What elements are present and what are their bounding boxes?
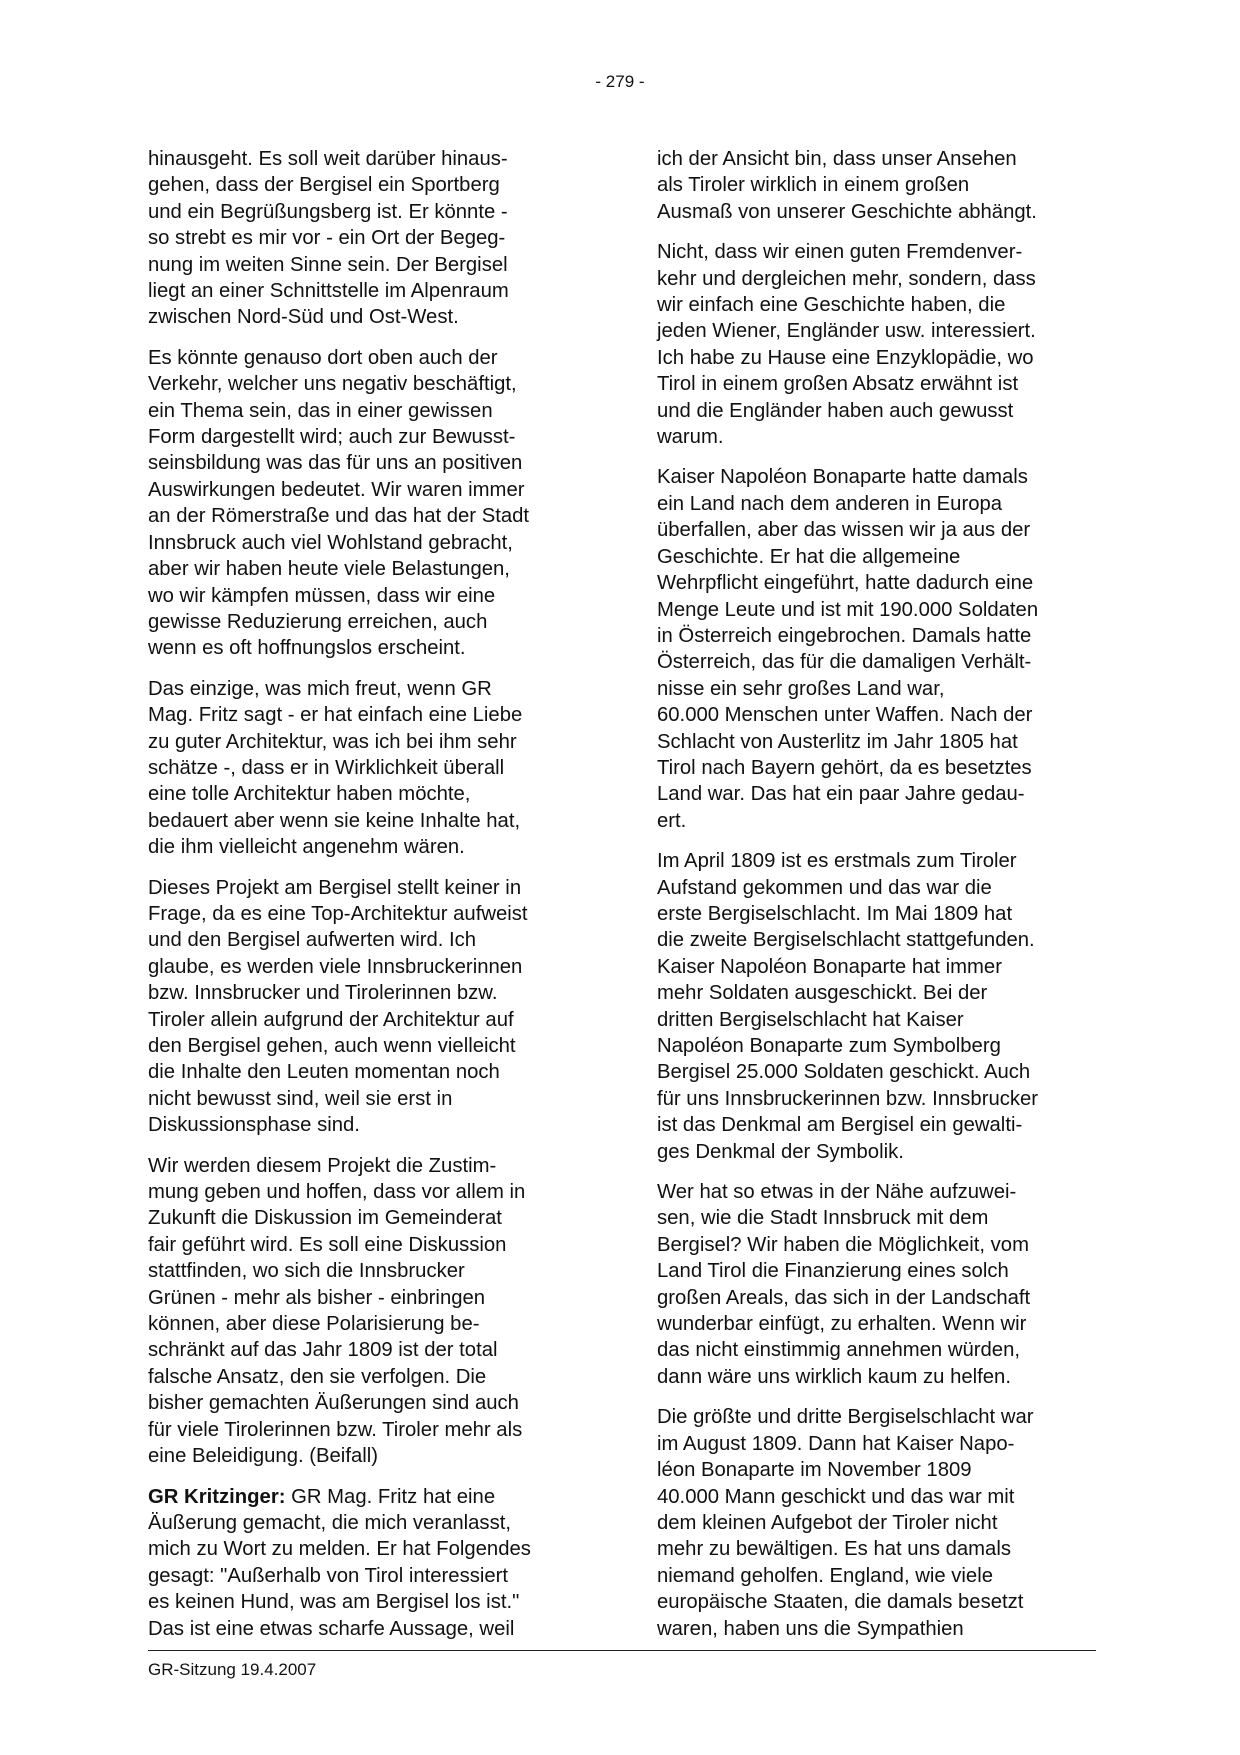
text-line: im August 1809. Dann hat Kaiser Napo- bbox=[657, 1432, 1015, 1455]
text-line: Napoléon Bonaparte zum Symbolberg bbox=[657, 1035, 1001, 1057]
speaker-paragraph bbox=[148, 1484, 570, 1642]
text-line: Im April 1809 ist es erstmals zum Tiroler bbox=[657, 850, 1017, 873]
text-line: Ich habe zu Hause eine Enzyklopädie, wo bbox=[657, 346, 1034, 369]
text-line: Form dargestellt wird; auch zur Bewusst- bbox=[148, 426, 516, 449]
text-line: Österreich, das für die damaligen Verhält- bbox=[657, 651, 1032, 674]
text-line: zwischen Nord-Süd und Ost-West. bbox=[148, 306, 459, 329]
text-line: Aufstand gekommen und das war die bbox=[657, 876, 992, 899]
right-column bbox=[657, 146, 1079, 1656]
text-line: ich der Ansicht bin, dass unser Ansehen bbox=[657, 148, 1017, 170]
text-line: Tirol nach Bayern gehört, da es besetztes bbox=[657, 756, 1032, 779]
text-line: eine Beleidigung. (Beifall) bbox=[148, 1445, 378, 1468]
footer-session-date: GR-Sitzung 19.4.2007 bbox=[148, 1660, 317, 1679]
text-line: Wir werden diesem Projekt die Zustim- bbox=[148, 1154, 497, 1177]
text-line: jeden Wiener, Engländer usw. interessiert. bbox=[657, 320, 1036, 343]
text-line: schränkt auf das Jahr 1809 ist der total bbox=[148, 1339, 498, 1362]
text-line: Bergisel? Wir haben die Möglichkeit, vom bbox=[657, 1233, 1029, 1256]
text-line: erste Bergiselschlacht. Im Mai 1809 hat bbox=[657, 902, 1013, 925]
text-line: wenn es oft hoffnungslos erscheint. bbox=[148, 637, 466, 660]
paragraph bbox=[657, 146, 1079, 225]
text-line: können, aber diese Polarisierung be- bbox=[148, 1313, 480, 1336]
text-line: liegt an einer Schnittstelle im Alpenraum bbox=[148, 280, 509, 303]
text-line: Mag. Fritz sagt - er hat einfach eine Liebe bbox=[148, 704, 523, 727]
text-line: glaube, es werden viele Innsbruckerinnen bbox=[148, 955, 523, 978]
text-line: nisse ein sehr großes Land war, bbox=[657, 677, 945, 700]
text-line: den Bergisel gehen, auch wenn vielleicht bbox=[148, 1035, 516, 1057]
text-line: Äußerung gemacht, die mich veranlasst, bbox=[148, 1511, 511, 1534]
text-line: Menge Leute und ist mit 190.000 Soldaten bbox=[657, 598, 1039, 621]
text-line: Dieses Projekt am Bergisel stellt keiner in bbox=[148, 876, 522, 899]
text-line: Land war. Das hat ein paar Jahre gedau- bbox=[657, 783, 1025, 806]
text-line: Bergisel 25.000 Soldaten geschickt. Auch bbox=[657, 1061, 1031, 1084]
text-line: mehr zu bewältigen. Es hat uns damals bbox=[657, 1538, 1011, 1561]
text-line: hinausgeht. Es soll weit darüber hinaus- bbox=[148, 148, 508, 170]
paragraph bbox=[657, 1179, 1079, 1390]
text-line: eine tolle Architektur haben möchte, bbox=[148, 783, 471, 806]
text-line: Grünen - mehr als bisher - einbringen bbox=[148, 1286, 486, 1309]
text-line: Nicht, dass wir einen guten Fremdenver- bbox=[657, 241, 1023, 264]
text-line: für viele Tirolerinnen bzw. Tiroler mehr als bbox=[148, 1418, 523, 1441]
text-line: kehr und dergleichen mehr, sondern, dass bbox=[657, 267, 1036, 290]
text-line: falsche Ansatz, den sie verfolgen. Die bbox=[148, 1365, 487, 1388]
text-line: Innsbruck auch viel Wohlstand gebracht, bbox=[148, 531, 513, 554]
left-column bbox=[148, 146, 570, 1656]
text-line: Frage, da es eine Top-Architektur aufweist bbox=[148, 902, 528, 925]
paragraph bbox=[148, 875, 570, 1139]
speaker-name: GR Kritzinger: bbox=[148, 1485, 286, 1508]
text-line: Land Tirol die Finanzierung eines solch bbox=[657, 1260, 1009, 1283]
text-line: Zukunft die Diskussion im Gemeinderat bbox=[148, 1207, 502, 1230]
text-line: und die Engländer haben auch gewusst bbox=[657, 399, 1014, 422]
text-line: nung im weiten Sinne sein. Der Bergisel bbox=[148, 253, 508, 276]
text-line: mung geben und hoffen, dass vor allem in bbox=[148, 1181, 526, 1204]
text-line: überfallen, aber das wissen wir ja aus der bbox=[657, 519, 1031, 542]
text-line: aber wir haben heute viele Belastungen, bbox=[148, 558, 510, 581]
text-line: Tiroler allein aufgrund der Architektur auf bbox=[148, 1008, 514, 1031]
text-line: gesagt: "Außerhalb von Tirol interessiert bbox=[148, 1564, 509, 1587]
text-line: bisher gemachten Äußerungen sind auch bbox=[148, 1392, 519, 1415]
text-line: europäische Staaten, die damals besetzt bbox=[657, 1591, 1024, 1614]
text-line: Kaiser Napoléon Bonaparte hatte damals bbox=[657, 466, 1028, 489]
text-line: stattfinden, wo sich die Innsbrucker bbox=[148, 1260, 465, 1283]
text-line: 60.000 Menschen unter Waffen. Nach der bbox=[657, 704, 1033, 727]
paragraph bbox=[657, 848, 1079, 1165]
paragraph bbox=[657, 239, 1079, 450]
text-line: sen, wie die Stadt Innsbruck mit dem bbox=[657, 1207, 989, 1230]
text-line: waren, haben uns die Sympathien bbox=[657, 1617, 964, 1640]
text-line: wo wir kämpfen müssen, dass wir eine bbox=[148, 584, 496, 607]
text-line: die zweite Bergiselschlacht stattgefunden. bbox=[657, 929, 1035, 952]
footer-divider bbox=[148, 1650, 1096, 1651]
text-line: schätze -, dass er in Wirklichkeit überall bbox=[148, 756, 505, 779]
text-line: mich zu Wort zu melden. Er hat Folgendes bbox=[148, 1538, 531, 1561]
text-line: léon Bonaparte im November 1809 bbox=[657, 1459, 972, 1482]
text-line: die ihm vielleicht angenehm wären. bbox=[148, 836, 465, 859]
text-line: Tirol in einem großen Absatz erwähnt ist bbox=[657, 373, 1019, 396]
text-line: für uns Innsbruckerinnen bzw. Innsbrucker bbox=[657, 1087, 1039, 1110]
text-line: es keinen Hund, was am Bergisel los ist." bbox=[148, 1591, 520, 1614]
paragraph bbox=[657, 1404, 1079, 1642]
text-line: als Tiroler wirklich in einem großen bbox=[657, 174, 970, 197]
text-line: Kaiser Napoléon Bonaparte hat immer bbox=[657, 955, 1002, 978]
text-line: nicht bewusst sind, weil sie erst in bbox=[148, 1087, 453, 1110]
speaker-first-line-text: GR Mag. Fritz hat eine bbox=[285, 1485, 496, 1508]
text-line: und den Bergisel aufwerten wird. Ich bbox=[148, 929, 477, 952]
text-line: warum. bbox=[657, 426, 724, 449]
text-line: wunderbar einfügt, zu erhalten. Wenn wir bbox=[657, 1313, 1027, 1336]
text-line: seinsbildung was das für uns an positiven bbox=[148, 452, 523, 475]
text-line: Auswirkungen bedeutet. Wir waren immer bbox=[148, 478, 525, 501]
text-line: dem kleinen Aufgebot der Tiroler nicht bbox=[657, 1511, 998, 1534]
text-line: und ein Begrüßungsberg ist. Er könnte - bbox=[148, 200, 508, 223]
page-number: - 279 - bbox=[595, 72, 645, 91]
text-line: bzw. Innsbrucker und Tirolerinnen bzw. bbox=[148, 982, 498, 1005]
text-line: wir einfach eine Geschichte haben, die bbox=[657, 294, 1006, 317]
text-line: mehr Soldaten ausgeschickt. Bei der bbox=[657, 982, 988, 1005]
paragraph bbox=[657, 464, 1079, 834]
text-line: das nicht einstimmig annehmen würden, bbox=[657, 1339, 1021, 1362]
text-line: ist das Denkmal am Bergisel ein gewalti- bbox=[657, 1114, 1023, 1137]
text-line: gehen, dass der Bergisel ein Sportberg bbox=[148, 174, 500, 197]
speaker-first-line bbox=[148, 1484, 570, 1510]
text-line: zu guter Architektur, was ich bei ihm sehr bbox=[148, 730, 517, 753]
text-line: 40.000 Mann geschickt und das war mit bbox=[657, 1485, 1015, 1508]
paragraph bbox=[148, 345, 570, 662]
text-line: an der Römerstraße und das hat der Stadt bbox=[148, 505, 530, 528]
text-line: Geschichte. Er hat die allgemeine bbox=[657, 545, 961, 568]
text-line: Wehrpflicht eingeführt, hatte dadurch eine bbox=[657, 572, 1034, 595]
paragraph bbox=[148, 146, 570, 331]
text-line: bedauert aber wenn sie keine Inhalte hat, bbox=[148, 809, 521, 832]
text-line: ges Denkmal der Symbolik. bbox=[657, 1140, 904, 1163]
text-line: ert. bbox=[657, 809, 687, 832]
text-line: Das einzige, was mich freut, wenn GR bbox=[148, 677, 492, 700]
paragraph bbox=[148, 676, 570, 861]
text-line: die Inhalte den Leuten momentan noch bbox=[148, 1061, 500, 1084]
text-line: Es könnte genauso dort oben auch der bbox=[148, 346, 498, 369]
text-line: Das ist eine etwas scharfe Aussage, weil bbox=[148, 1617, 515, 1640]
paragraph bbox=[148, 1153, 570, 1470]
text-line: in Österreich eingebrochen. Damals hatte bbox=[657, 624, 1032, 647]
text-line: ein Land nach dem anderen in Europa bbox=[657, 492, 1003, 515]
text-line: gewisse Reduzierung erreichen, auch bbox=[148, 610, 488, 633]
text-line: Schlacht von Austerlitz im Jahr 1805 hat bbox=[657, 730, 1018, 753]
text-line: ein Thema sein, das in einer gewissen bbox=[148, 399, 493, 422]
text-line: so strebt es mir vor - ein Ort der Begeg- bbox=[148, 227, 506, 250]
text-line: Wer hat so etwas in der Nähe aufzuwei- bbox=[657, 1181, 1017, 1204]
text-line: dritten Bergiselschlacht hat Kaiser bbox=[657, 1008, 964, 1031]
text-line: Die größte und dritte Bergiselschlacht war bbox=[657, 1406, 1034, 1429]
text-line: Verkehr, welcher uns negativ beschäftigt, bbox=[148, 373, 517, 396]
text-line: Ausmaß von unserer Geschichte abhängt. bbox=[657, 200, 1037, 223]
text-line: dann wäre uns wirklich kaum zu helfen. bbox=[657, 1365, 1011, 1388]
text-line: Diskussionsphase sind. bbox=[148, 1114, 360, 1137]
text-line: niemand geholfen. England, wie viele bbox=[657, 1564, 993, 1587]
text-line: fair geführt wird. Es soll eine Diskussion bbox=[148, 1233, 507, 1256]
text-line: großen Areals, das sich in der Landschaft bbox=[657, 1286, 1031, 1309]
